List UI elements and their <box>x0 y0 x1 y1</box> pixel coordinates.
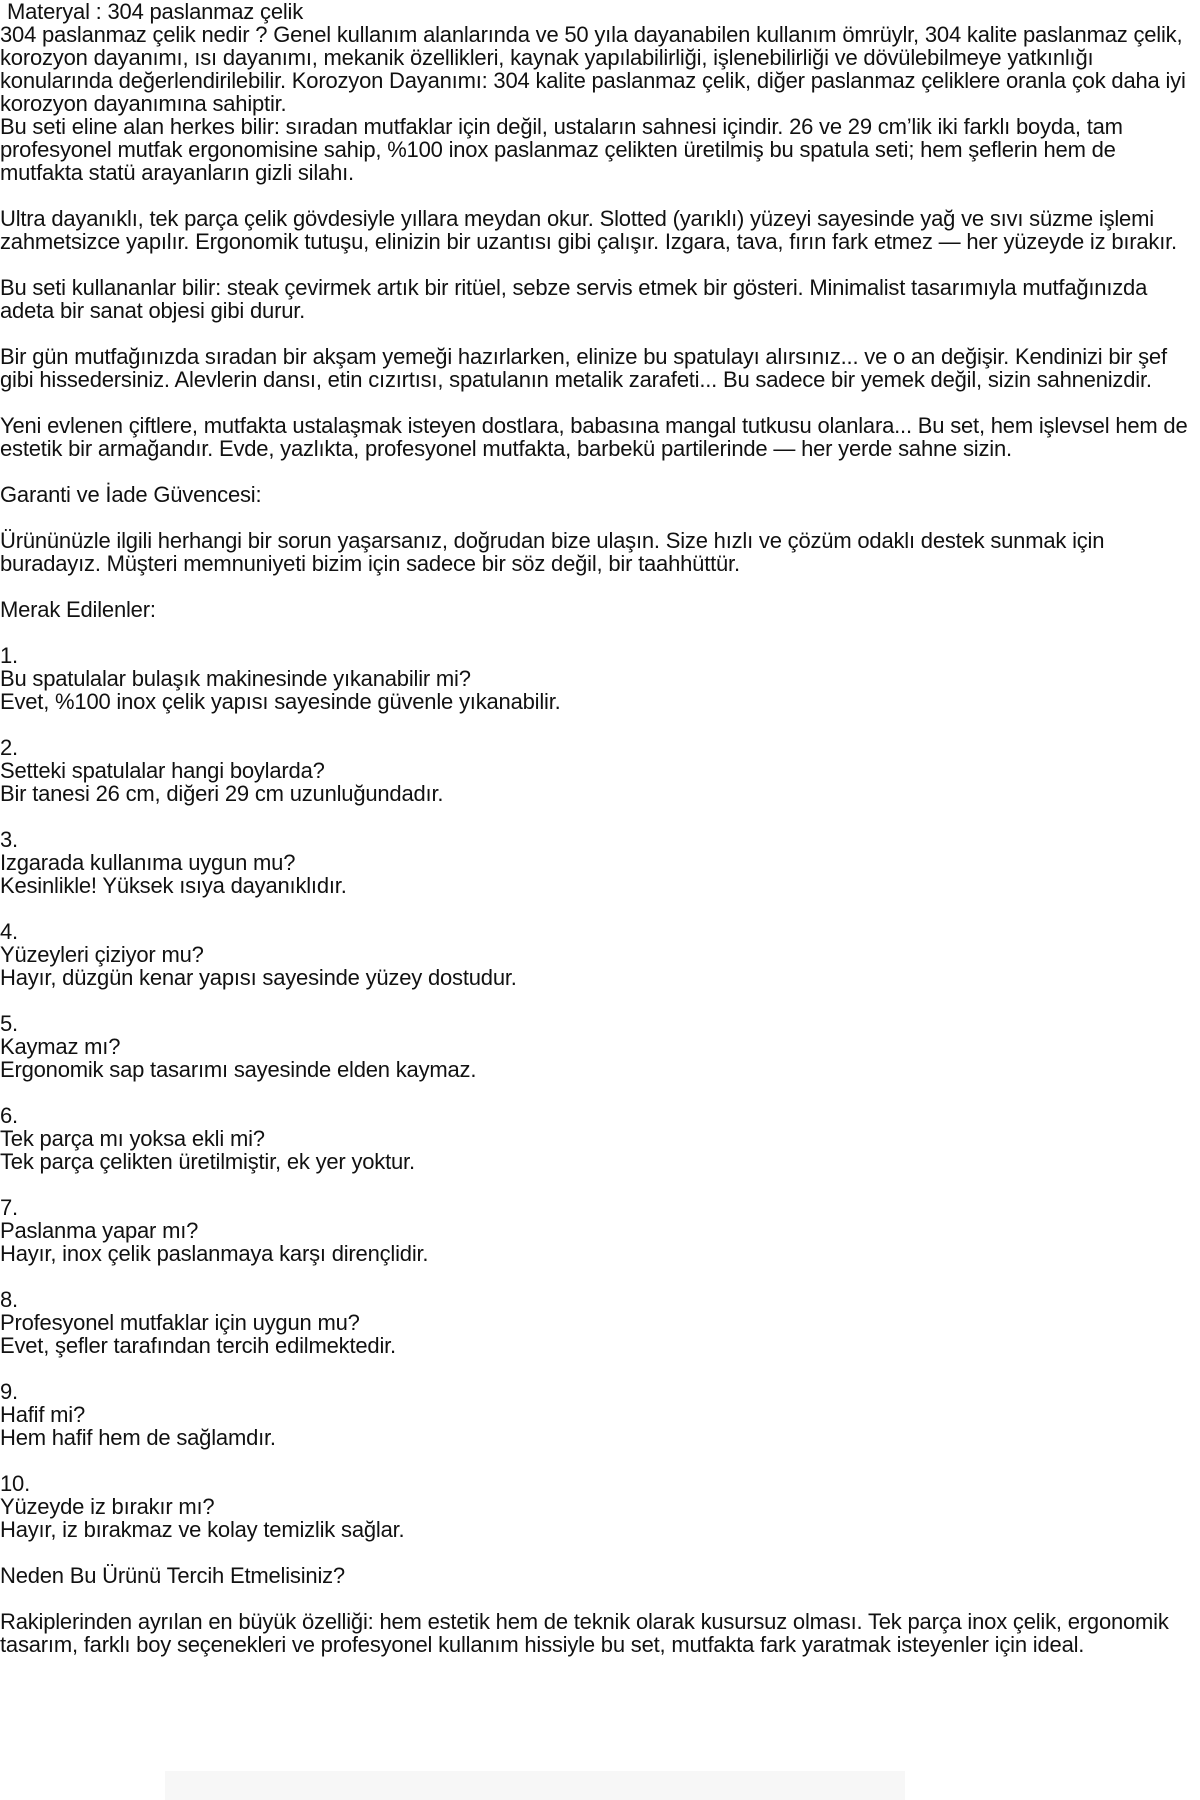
spacer <box>0 989 1200 1012</box>
faq-answer: Bir tanesi 26 cm, diğeri 29 cm uzunluğundadır. <box>0 781 444 806</box>
paragraph-gift: Yeni evlenen çiftlere, mutfakta ustalaşmak isteyen dostlara, babasına mangal tutkusu olanlara... Bu set, hem işlevsel hem de estetik bir armağandır. Evde, yazlıkta, profesyonel mutfakta, barbekü partilerinde — her yerde sahne sizin. <box>0 413 1188 461</box>
faq-item <box>0 1380 1200 1472</box>
spacer <box>0 1081 1200 1104</box>
faq-heading: Merak Edilenler: <box>0 597 156 622</box>
faq-question: Izgarada kullanıma uygun mu? <box>0 850 296 875</box>
why-heading: Neden Bu Ürünü Tercih Etmelisiniz? <box>0 1563 345 1588</box>
faq-question: Hafif mi? <box>0 1402 85 1427</box>
spacer <box>0 1173 1200 1196</box>
faq-item <box>0 1196 1200 1288</box>
faq-number: 5. <box>0 1011 18 1036</box>
faq-item <box>0 920 1200 1012</box>
spacer <box>0 391 1200 414</box>
intro-paragraph: 304 paslanmaz çelik nedir ? Genel kullanım alanlarında ve 50 yıla dayanabilen kullanım ömrüylr, 304 kalite paslanmaz çelik, korozyon dayanımı, ısı dayanımı, mekanik özellikleri, kaynak yapılabilirliği, işlenebilirliği ve dövülebilmeye yatkınlığı konularında değerlendirilebilir. Korozyon Dayanımı: 304 kalite paslanmaz çelik, diğer paslanmaz çeliklere oranla çok daha iyi korozyon dayanımına sahiptir. <box>0 22 1186 116</box>
faq-question: Paslanma yapar mı? <box>0 1218 199 1243</box>
faq-number: 10. <box>0 1471 30 1496</box>
spacer <box>0 575 1200 598</box>
bottom-bar <box>165 1771 905 1800</box>
faq-question: Yüzeyde iz bırakır mı? <box>0 1494 215 1519</box>
warranty-text: Ürününüzle ilgili herhangi bir sorun yaşarsanız, doğrudan bize ulaşın. Size hızlı ve çözüm odaklı destek sunmak için buradayız. Müşteri memnuniyeti bizim için sadece bir söz değil, bir taahhüttür. <box>0 528 1105 576</box>
faq-question: Yüzeyleri çiziyor mu? <box>0 942 204 967</box>
faq-list <box>0 644 1200 1564</box>
faq-item <box>0 1012 1200 1104</box>
warranty-heading: Garanti ve İade Güvencesi: <box>0 482 262 507</box>
faq-answer: Evet, şefler tarafından tercih edilmektedir. <box>0 1333 396 1358</box>
paragraph-durability: Ultra dayanıklı, tek parça çelik gövdesiyle yıllara meydan okur. Slotted (yarıklı) yüzeyi sayesinde yağ ve sıvı süzme işlemi zahmetsizce yapılır. Ergonomik tutuşu, elinizin bir uzantısı gibi çalışır. Izgara, tava, fırın fark etmez — her yüzeyde iz bırakır. <box>0 206 1177 254</box>
faq-number: 8. <box>0 1287 18 1312</box>
faq-answer: Hayır, inox çelik paslanmaya karşı dirençlidir. <box>0 1241 429 1266</box>
faq-answer: Hayır, düzgün kenar yapısı sayesinde yüzey dostudur. <box>0 965 517 990</box>
faq-question: Tek parça mı yoksa ekli mi? <box>0 1126 265 1151</box>
faq-number: 7. <box>0 1195 18 1220</box>
faq-number: 2. <box>0 735 18 760</box>
faq-answer: Hayır, iz bırakmaz ve kolay temizlik sağlar. <box>0 1517 405 1542</box>
faq-number: 3. <box>0 827 18 852</box>
spacer <box>0 184 1200 207</box>
why-text: Rakiplerinden ayrılan en büyük özelliği: hem estetik hem de teknik olarak kusursuz olması. Tek parça inox çelik, ergonomik tasarım, farklı boy seçenekleri ve profesyonel kullanım hissiyle bu set, mutfakta fark yaratmak isteyenler için ideal. <box>0 1609 1169 1657</box>
faq-number: 6. <box>0 1103 18 1128</box>
faq-number: 1. <box>0 643 18 668</box>
faq-number: 4. <box>0 919 18 944</box>
spacer <box>0 1449 1200 1472</box>
faq-number: 9. <box>0 1379 18 1404</box>
faq-answer: Kesinlikle! Yüksek ısıya dayanıklıdır. <box>0 873 347 898</box>
paragraph-users: Bu seti kullananlar bilir: steak çevirmek artık bir ritüel, sebze servis etmek bir gösteri. Minimalist tasarımıyla mutfağınızda adeta bir sanat objesi gibi durur. <box>0 275 1148 323</box>
spacer <box>0 322 1200 345</box>
spacer <box>0 1587 1200 1610</box>
spacer <box>0 713 1200 736</box>
spacer <box>0 460 1200 483</box>
faq-item <box>0 736 1200 828</box>
faq-item <box>0 828 1200 920</box>
faq-answer: Evet, %100 inox çelik yapısı sayesinde güvenle yıkanabilir. <box>0 689 561 714</box>
paragraph-set-intro: Bu seti eline alan herkes bilir: sıradan mutfaklar için değil, ustaların sahnesi içindir. 26 ve 29 cm’lik iki farklı boyda, tam profesyonel mutfak ergonomisine sahip, %100 inox paslanmaz çelikten üretilmiş bu spatula seti; hem şeflerin hem de mutfakta statü arayanların gizli silahı. <box>0 114 1123 185</box>
spacer <box>0 805 1200 828</box>
spacer <box>0 621 1200 644</box>
faq-item <box>0 1472 1200 1564</box>
faq-question: Profesyonel mutfaklar için uygun mu? <box>0 1310 360 1335</box>
faq-question: Setteki spatulalar hangi boylarda? <box>0 758 325 783</box>
spacer <box>0 897 1200 920</box>
paragraph-story: Bir gün mutfağınızda sıradan bir akşam yemeği hazırlarken, elinize bu spatulayı alırsınız... ve o an değişir. Kendinizi bir şef gibi hissedersiniz. Alevlerin dansı, etin cızırtısı, spatulanın metalik zarafeti... Bu sadece bir yemek değil, sizin sahnenizdir. <box>0 344 1167 392</box>
faq-answer: Tek parça çelikten üretilmiştir, ek yer yoktur. <box>0 1149 415 1174</box>
spacer <box>0 1357 1200 1380</box>
spacer <box>0 1541 1200 1564</box>
spacer <box>0 1265 1200 1288</box>
material-line: Materyal : 304 paslanmaz çelik <box>7 0 304 24</box>
faq-item <box>0 1288 1200 1380</box>
faq-answer: Hem hafif hem de sağlamdır. <box>0 1425 276 1450</box>
faq-item <box>0 1104 1200 1196</box>
faq-answer: Ergonomik sap tasarımı sayesinde elden kaymaz. <box>0 1057 477 1082</box>
spacer <box>0 253 1200 276</box>
faq-item <box>0 644 1200 736</box>
faq-question: Bu spatulalar bulaşık makinesinde yıkanabilir mi? <box>0 666 471 691</box>
spacer <box>0 506 1200 529</box>
faq-question: Kaymaz mı? <box>0 1034 121 1059</box>
